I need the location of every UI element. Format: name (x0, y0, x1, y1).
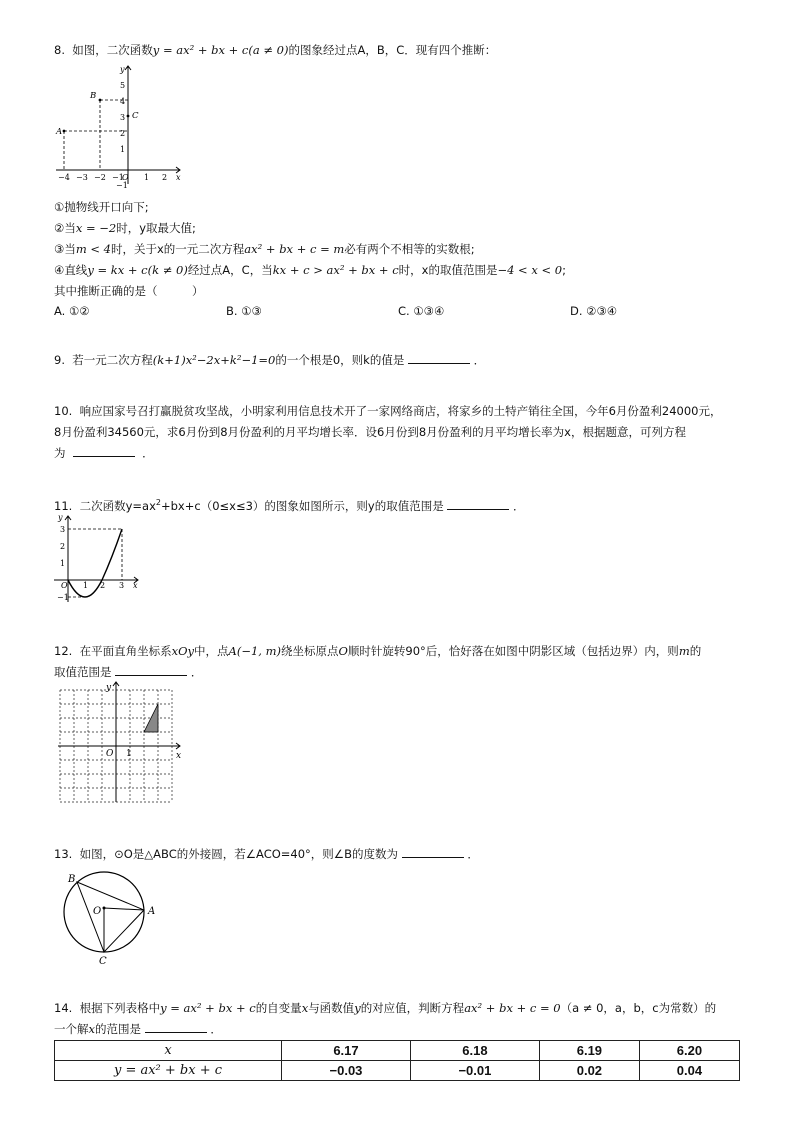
q12-grid (58, 680, 186, 804)
q11-xtick: 3 (119, 581, 125, 590)
table-row (55, 1061, 740, 1081)
q8-option-4: ④直线y = kx + c(k ≠ 0)经过点A，C，当kx + c > ax² + bx + c时，x的取值范围是−4 < x < 0; (54, 263, 566, 277)
q8-option-2: ②当x = −2时，y取最大值; (54, 221, 196, 235)
table-cell: 6.17 (282, 1041, 411, 1061)
q13-triangle-abc (77, 882, 144, 952)
q11-x-label: x (133, 581, 138, 590)
q8-xtick: 1 (144, 173, 150, 182)
q12-x-label: x (176, 751, 182, 761)
q13-segment-oa (104, 908, 144, 910)
q12-stem: 12. 在平面直角坐标系xOy中，点A(−1, m)绕坐标原点O顺时针旋转90°后，恰好落在如图中阴影区域（包括边界）内，则m的 (54, 644, 702, 658)
q8-question: 其中推断正确的是（ ） (54, 284, 204, 298)
q11-xtick: 1 (83, 581, 89, 590)
q8-xtick: −4 (58, 173, 70, 182)
q8-option-3: ③当m < 4时，关于x的一元二次方程ax² + bx + c = m必有两个不相等的实数根; (54, 242, 475, 256)
q14-stem: 14. 根据下列表格中y = ax² + bx + c的自变量x与函数值y的对应值，判断方程ax² + bx + c = 0（a ≠ 0，a，b，c为常数）的 (54, 1001, 717, 1015)
q8-choice-a[interactable]: A. ①② (54, 304, 90, 318)
q8-xtick: −2 (94, 173, 106, 182)
q11-answer-blank[interactable] (447, 499, 509, 510)
q8-y-label: y (120, 65, 125, 74)
q11-xtick: 2 (100, 581, 106, 590)
q14-value-table (54, 1040, 740, 1081)
table-cell: −0.03 (282, 1061, 411, 1081)
q11-graph (54, 512, 144, 604)
table-cell: 6.18 (410, 1041, 539, 1061)
table-cell: 6.20 (639, 1041, 739, 1061)
q8-graph (54, 60, 194, 190)
q10-line2: 8月份盈利34560元，求6月份到8月份盈利的月平均增长率．设6月份到8月份盈利的月平均增长率为x，根据题意，可列方程 (54, 425, 686, 439)
table-header-y: y = ax² + bx + c (55, 1061, 282, 1081)
q8-choice-b[interactable]: B. ①③ (226, 304, 262, 318)
q8-label-c: C (132, 111, 139, 121)
table-cell: 0.02 (539, 1061, 639, 1081)
q8-point-b (99, 99, 102, 102)
table-cell: 0.04 (639, 1061, 739, 1081)
q14-line2: 一个解x的范围是 ． (54, 1022, 222, 1036)
q10-line3: 为 ． (54, 446, 154, 460)
q8-ytick: 5 (120, 81, 126, 90)
table-header-x: x (55, 1041, 282, 1061)
q13-number: 13. (54, 847, 73, 861)
q12-unit-tick: 1 (126, 749, 132, 759)
q8-number: 8. (54, 43, 65, 57)
q13-label-a: A (148, 906, 156, 917)
q8-ytick: −1 (116, 181, 128, 190)
q8-option-1: ①抛物线开口向下; (54, 200, 149, 214)
q8-xtick: −1 (112, 173, 124, 182)
q11-ytick: −1 (57, 593, 69, 602)
q11-ytick: 3 (60, 525, 66, 534)
q12-number: 12. (54, 644, 73, 658)
q13-label-c: C (99, 956, 107, 967)
q14-number: 14. (54, 1001, 73, 1015)
q8-xtick: −3 (76, 173, 88, 182)
q8-label-a: A (56, 127, 63, 137)
q12-line2: 取值范围是 ． (54, 665, 203, 679)
q11-stem: 11. 二次函数$y=ax^2+bx+c(0\le x\le 3)$的图象如图所示，则y的取值范围是 ． (54, 498, 525, 513)
q11-number: 11. (54, 498, 73, 513)
q13-stem: 13. 如图，⊙O是△ABC的外接圆，若∠ACO=40°，则∠B的度数为 ． (54, 847, 479, 861)
q13-figure (56, 868, 168, 968)
q8-point-a (63, 130, 66, 133)
q10-answer-blank[interactable] (73, 446, 135, 457)
q10-line1: 10. 响应国家号召打赢脱贫攻坚战，小明家利用信息技术开了一家网络商店，将家乡的土特产销往全国，今年6月份盈利24000元， (54, 404, 722, 418)
q12-y-label: y (106, 683, 112, 693)
q11-ytick: 2 (60, 542, 66, 551)
q13-label-o: O (93, 906, 102, 917)
q10-number: 10. (54, 404, 73, 418)
q11-ytick: 1 (60, 559, 66, 568)
q8-point-c (127, 115, 130, 118)
q11-parabola (68, 529, 125, 597)
q9-stem: 9. 若一元二次方程(k+1)x²−2x+k²−1=0的一个根是0，则k的值是 ． (54, 353, 486, 367)
q12-shaded-region (144, 704, 158, 732)
q9-number: 9. (54, 353, 65, 367)
q8-xtick: 2 (162, 173, 168, 182)
table-cell: 6.19 (539, 1041, 639, 1061)
q8-choice-c[interactable]: C. ①③④ (398, 304, 445, 318)
q8-stem: 8. 如图，二次函数y = ax² + bx + c(a ≠ 0)的图象经过点A，B，C．现有四个推断： (54, 43, 497, 57)
q8-ytick: 1 (120, 145, 126, 154)
table-row (55, 1041, 740, 1061)
q8-ytick: 2 (120, 129, 126, 138)
q11-y-label: y (58, 513, 63, 522)
q8-origin: O (122, 173, 129, 182)
q8-function: y = ax² + bx + c(a ≠ 0) (152, 43, 289, 57)
q8-choice-d[interactable]: D. ②③④ (570, 304, 618, 318)
q9-answer-blank[interactable] (408, 353, 470, 364)
table-cell: −0.01 (410, 1061, 539, 1081)
q8-x-label: x (176, 173, 181, 182)
q13-answer-blank[interactable] (402, 847, 464, 858)
q8-ytick: 4 (120, 97, 126, 106)
q11-origin: O (61, 581, 68, 590)
q13-label-b: B (68, 874, 76, 885)
q8-label-b: B (90, 91, 97, 101)
q12-origin: O (106, 749, 114, 759)
q8-ytick: 3 (120, 113, 126, 122)
q14-answer-blank[interactable] (145, 1022, 207, 1033)
q12-answer-blank[interactable] (115, 665, 187, 676)
